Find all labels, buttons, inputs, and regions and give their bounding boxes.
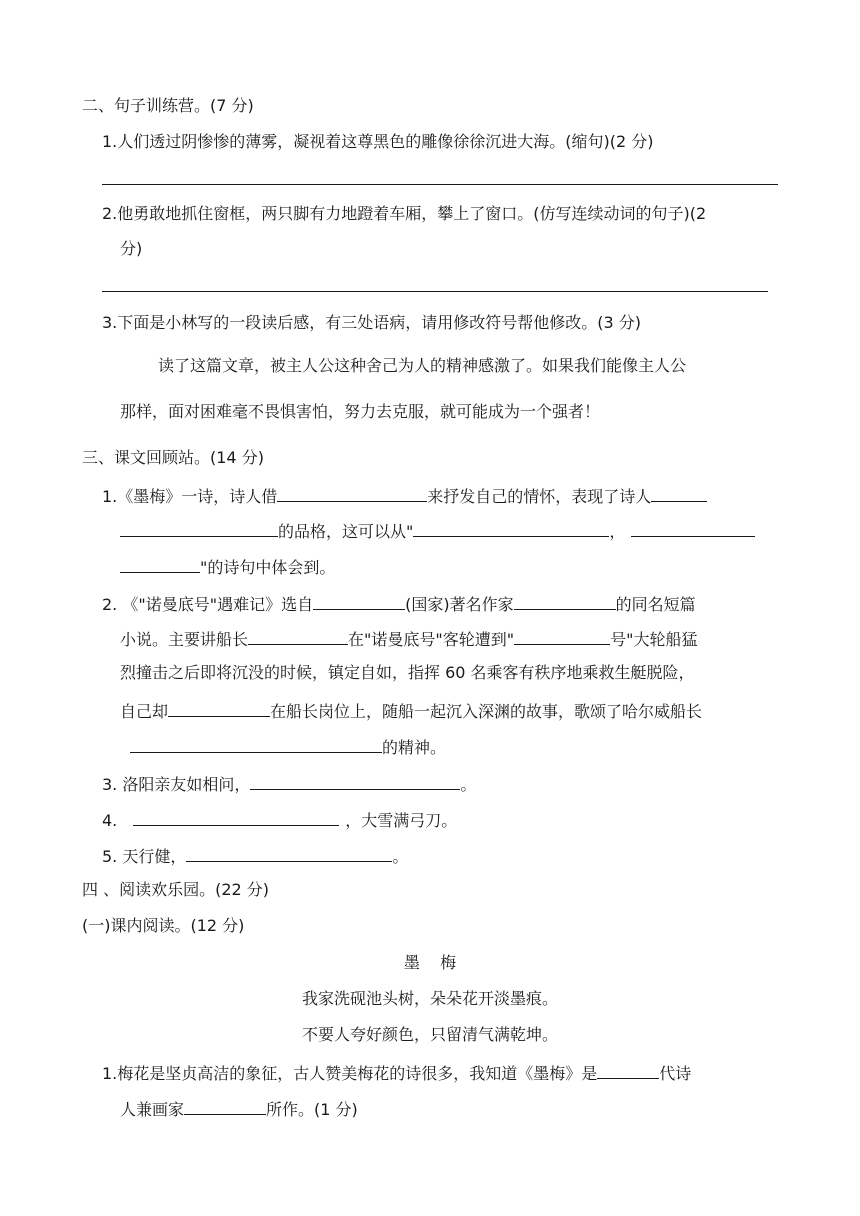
s4-q1-text-a: 1.梅花是坚贞高洁的象征，古人赞美梅花的诗很多，我知道《墨梅》是	[102, 1064, 598, 1083]
blank	[120, 555, 200, 573]
blank	[651, 484, 707, 502]
s3-q1-text-b: 来抒发自己的情怀，表现了诗人	[427, 487, 652, 506]
s3-q3-text-a: 3. 洛阳亲友如相问，	[102, 775, 251, 794]
s3-q2-text-a: 2. 《"诺曼底号"遇难记》选自	[102, 595, 314, 614]
blank	[133, 808, 339, 826]
s2-question-1: 1.人们透过阴惨惨的薄雾，凝视着这尊黑色的雕像徐徐沉进大海。(缩句)(2 分)	[102, 132, 654, 151]
s3-q2-text-f: 号"大轮船猛	[610, 630, 698, 649]
poem-line-1: 我家洗砚池头树，朵朵花开淡墨痕。	[301, 989, 558, 1008]
s4-q1-text-d: 所作。(1 分)	[266, 1100, 358, 1119]
s3-q1-line-3	[120, 555, 335, 578]
blank	[130, 735, 382, 753]
blank	[250, 772, 460, 790]
s2-question-2-line-2: 分)	[120, 239, 143, 258]
s3-q2-text-j: 的精神。	[382, 738, 447, 757]
s3-q2-line-3: 烈撞击之后即将沉没的时候，镇定自如，指挥 60 名乘客有秩序地乘救生艇脱险，	[120, 663, 695, 682]
s4-q1-line-1	[102, 1061, 691, 1084]
s3-q2-line-4	[120, 699, 702, 722]
blank	[168, 699, 270, 717]
s3-q2-line-5	[130, 735, 446, 758]
s3-q1-text-a: 1.《墨梅》一诗，诗人借	[102, 487, 278, 506]
s3-q2-line-1	[102, 592, 696, 615]
s3-q2-text-d: 小说。主要讲船长	[120, 630, 249, 649]
blank	[631, 519, 755, 537]
s3-q2-text-e: 在"诺曼底号"客轮遭到"	[348, 630, 515, 649]
s3-q2-text-i: 在船长岗位上，随船一起沉入深渊的故事，歌颂了哈尔威船长	[270, 702, 703, 721]
blank	[413, 519, 609, 537]
s4-q1-text-b: 代诗	[659, 1064, 692, 1083]
s3-q5	[102, 844, 408, 867]
section-4-heading: 四 、阅读欢乐园。(22 分)	[82, 880, 270, 899]
blank	[597, 1061, 659, 1079]
blank	[184, 1097, 266, 1115]
s2-q1-answer-line	[102, 184, 778, 185]
s2-question-3: 3.下面是小林写的一段读后感，有三处语病，请用修改符号帮他修改。(3 分)	[102, 313, 642, 332]
s3-q4	[102, 808, 457, 831]
s2-q3-passage-line-1: 读了这篇文章，被主人公这种舍己为人的精神感激了。如果我们能像主人公	[158, 356, 687, 375]
s4-q1-line-2	[120, 1097, 358, 1120]
blank	[313, 592, 405, 610]
s3-q2-text-c: 的同名短篇	[615, 595, 696, 614]
section-2-heading: 二、句子训练营。(7 分)	[82, 96, 254, 115]
section-4-subheading: (一)课内阅读。(12 分)	[82, 916, 245, 935]
blank	[120, 519, 278, 537]
s3-q4-text-b: ，大雪满弓刀。	[345, 811, 458, 830]
blank	[248, 627, 348, 645]
s2-question-2-line-1: 2.他勇敢地抓住窗框，两只脚有力地蹬着车厢，攀上了窗口。(仿写连续动词的句子)(2	[102, 204, 707, 223]
s3-q4-text-a: 4.	[102, 811, 118, 830]
s2-q2-answer-line	[102, 291, 768, 292]
blank	[277, 484, 427, 502]
s3-q2-text-b: (国家)著名作家	[405, 595, 514, 614]
s3-q3-text-b: 。	[460, 775, 477, 794]
blank	[514, 627, 610, 645]
s3-q3	[102, 772, 476, 795]
s4-q1-text-c: 人兼画家	[120, 1100, 185, 1119]
blank	[514, 592, 616, 610]
s3-q2-text-h: 自己却	[120, 702, 169, 721]
poem-line-2: 不要人夸好颜色，只留清气满乾坤。	[301, 1025, 558, 1044]
s3-q1-line-1	[102, 484, 707, 507]
poem-title: 墨 梅	[403, 953, 457, 972]
s3-q5-text-b: 。	[392, 847, 409, 866]
s2-q3-passage-line-2: 那样，面对困难毫不畏惧害怕，努力去克服，就可能成为一个强者！	[120, 402, 601, 421]
s3-q2-line-2	[120, 627, 697, 650]
blank	[186, 844, 392, 862]
section-3-heading: 三、课文回顾站。(14 分)	[82, 448, 264, 467]
s3-q1-line-2	[120, 519, 755, 542]
s3-q5-text-a: 5. 天行健，	[102, 847, 187, 866]
s3-q1-text-d: ，	[609, 522, 626, 541]
s3-q1-text-c: 的品格，这可以从"	[278, 522, 414, 541]
s3-q1-text-e: "的诗句中体会到。	[200, 558, 336, 577]
